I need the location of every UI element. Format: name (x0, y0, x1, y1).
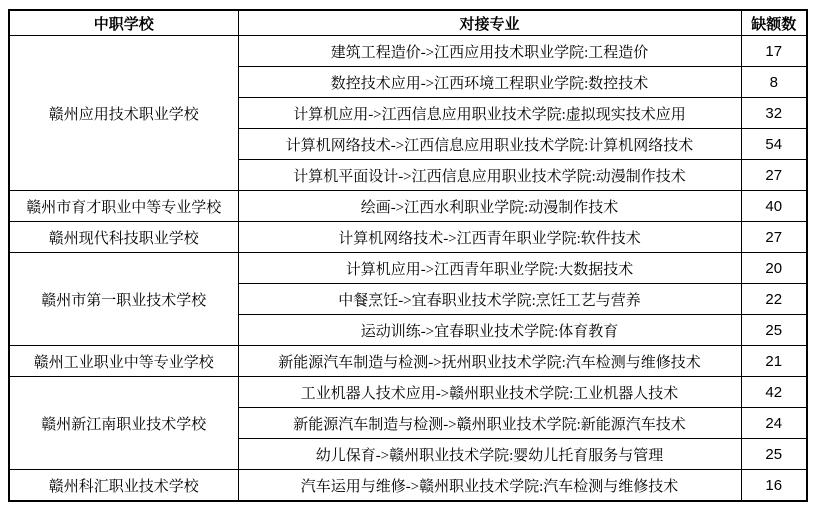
count-cell: 22 (741, 284, 807, 315)
count-cell: 32 (741, 98, 807, 129)
major-cell: 中餐烹饪->宜春职业技术学院:烹饪工艺与营养 (238, 284, 741, 315)
table-row (9, 470, 807, 502)
major-cell: 新能源汽车制造与检测->赣州职业技术学院:新能源汽车技术 (238, 408, 741, 439)
table-row (9, 253, 807, 284)
school-cell: 赣州应用技术职业学校 (9, 36, 238, 191)
school-cell: 赣州市育才职业中等专业学校 (9, 191, 238, 222)
count-cell: 8 (741, 67, 807, 98)
school-cell: 赣州科汇职业技术学校 (9, 470, 238, 502)
major-cell: 新能源汽车制造与检测->抚州职业技术学院:汽车检测与维修技术 (238, 346, 741, 377)
major-cell: 计算机应用->江西青年职业学院:大数据技术 (238, 253, 741, 284)
school-cell: 赣州市第一职业技术学校 (9, 253, 238, 346)
school-cell: 赣州工业职业中等专业学校 (9, 346, 238, 377)
count-cell: 20 (741, 253, 807, 284)
major-cell: 建筑工程造价->江西应用技术职业学院:工程造价 (238, 36, 741, 67)
header-row (9, 10, 807, 36)
table-row (9, 222, 807, 253)
major-cell: 计算机应用->江西信息应用职业技术学院:虚拟现实技术应用 (238, 98, 741, 129)
school-cell: 赣州新江南职业技术学校 (9, 377, 238, 470)
major-cell: 汽车运用与维修->赣州职业技术学院:汽车检测与维修技术 (238, 470, 741, 502)
count-cell: 21 (741, 346, 807, 377)
col-header-school: 中职学校 (9, 10, 238, 36)
table-row (9, 346, 807, 377)
col-header-count: 缺额数 (741, 10, 807, 36)
table-row (9, 377, 807, 408)
count-cell: 40 (741, 191, 807, 222)
table-row (9, 36, 807, 67)
count-cell: 54 (741, 129, 807, 160)
count-cell: 27 (741, 160, 807, 191)
col-header-major: 对接专业 (238, 10, 741, 36)
count-cell: 25 (741, 439, 807, 470)
count-cell: 16 (741, 470, 807, 502)
vacancy-table (8, 9, 808, 502)
count-cell: 17 (741, 36, 807, 67)
count-cell: 24 (741, 408, 807, 439)
major-cell: 计算机平面设计->江西信息应用职业技术学院:动漫制作技术 (238, 160, 741, 191)
count-cell: 25 (741, 315, 807, 346)
count-cell: 27 (741, 222, 807, 253)
major-cell: 数控技术应用->江西环境工程职业学院:数控技术 (238, 67, 741, 98)
school-cell: 赣州现代科技职业学校 (9, 222, 238, 253)
table-row (9, 191, 807, 222)
major-cell: 计算机网络技术->江西青年职业学院:软件技术 (238, 222, 741, 253)
major-cell: 运动训练->宜春职业技术学院:体育教育 (238, 315, 741, 346)
major-cell: 幼儿保育->赣州职业技术学院:婴幼儿托育服务与管理 (238, 439, 741, 470)
count-cell: 42 (741, 377, 807, 408)
major-cell: 工业机器人技术应用->赣州职业技术学院:工业机器人技术 (238, 377, 741, 408)
major-cell: 计算机网络技术->江西信息应用职业技术学院:计算机网络技术 (238, 129, 741, 160)
major-cell: 绘画->江西水利职业学院:动漫制作技术 (238, 191, 741, 222)
